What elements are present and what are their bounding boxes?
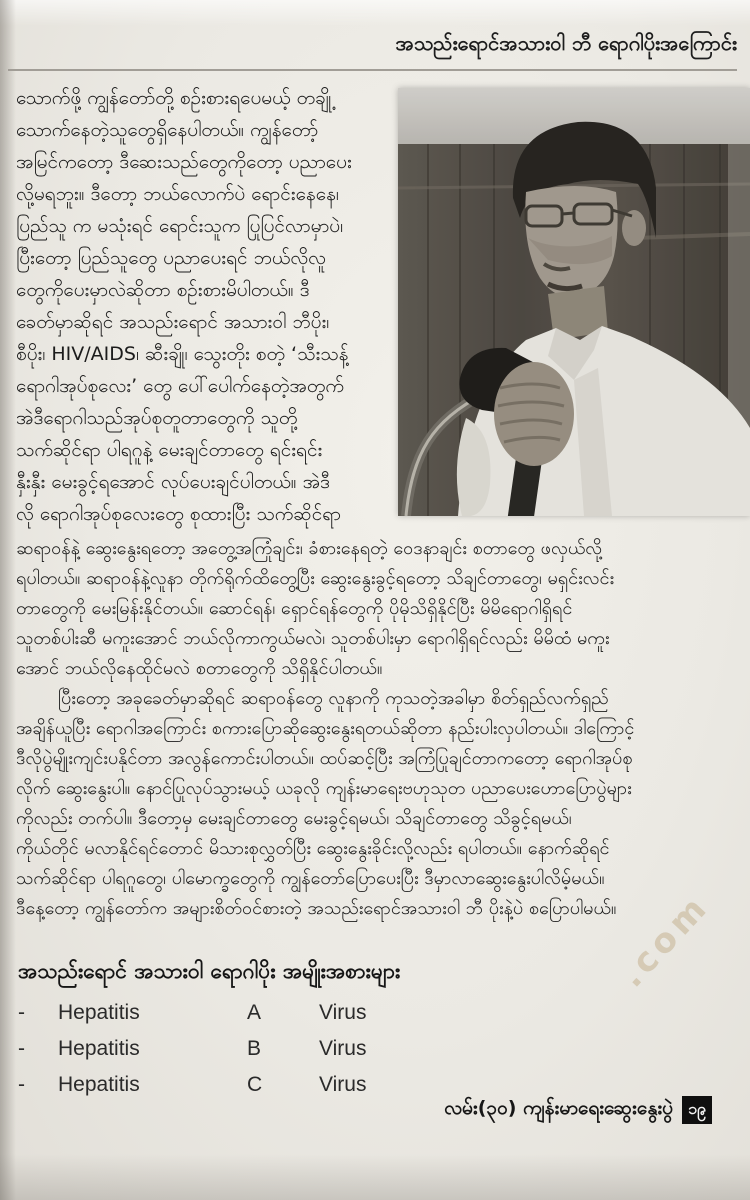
body-line: တွေကိုပေးမှာလဲဆိုတာ စဉ်းစားမိပါတယ်။ ဒီ	[16, 279, 310, 301]
page-header	[8, 30, 737, 71]
body-line: လိုက် ဆွေးနွေးပါ။ နောင်ပြုလုပ်သွားမယ့် ယခုလို ကျန်းမာရေးဗဟုသုတ ပညာပေးဟောပြောပွဲများ	[16, 778, 632, 799]
body-line: စီပိုး၊ HIV/AIDS၊ ဆီးချို၊ သွေးတိုး စတဲ့ ‘သီးသန့်	[16, 343, 349, 365]
chapter-title: အသည်းရောင်အသားဝါ ဘီ ရောဂါပိုးအကြောင်း	[395, 31, 737, 55]
hepatitis-type: B	[247, 1037, 262, 1060]
hepatitis-suffix: Virus	[319, 1073, 367, 1096]
diagonal-watermark: .com	[612, 886, 718, 996]
scan-edge-top	[0, 0, 750, 26]
body-line: ရောဂါအုပ်စုလေး’ တွေ ပေါ်ပေါက်နေတဲ့အတွက်	[16, 375, 344, 397]
hepatitis-suffix: Virus	[319, 1037, 367, 1060]
hepatitis-row	[0, 1070, 480, 1100]
footer-caption: လမ်း(၃၀) ကျန်းမာရေးဆွေးနွေးပွဲ	[444, 1097, 673, 1119]
body-line: ခေတ်မှာဆိုရင် အသည်းရောင် အသားဝါ ဘီပိုး၊	[16, 311, 330, 333]
scan-edge-bottom	[0, 1154, 750, 1200]
body-line: သူတစ်ပါးဆီ မကူးအောင် ဘယ်လိုကာကွယ်မလဲ၊ သူတစ်ပါးမှာ ရောဂါရှိရင်လည်း မိမိထံ မကူး	[16, 628, 610, 649]
hepatitis-row	[0, 1034, 480, 1064]
body-line: သက်ဆိုင်ရာ ပါရဂူနဲ့ မေးချင်တာတွေ ရင်းရင်း	[16, 439, 323, 461]
body-line: လို ရောဂါအုပ်စုလေးတွေ စုထားပြီး သက်ဆိုင်ရာ	[16, 503, 341, 525]
hepatitis-name: Hepatitis	[58, 1001, 140, 1024]
body-line: ပြည်သူ က မသုံးရင် ရောင်းသူက ပြုပြင်လာမှာပဲ၊	[16, 215, 344, 237]
body-line: နှီးနှီး မေးခွင့်ရအောင် လုပ်ပေးချင်ပါတယ်။ အဲဒီ	[16, 471, 330, 493]
body-line: ကိုယ်တိုင် မလာနိုင်ရင်တောင် မိသားစုလွှတ်ပြီး ဆွေးနွေးခိုင်းလို့လည်း ရပါတယ်။ နောက်ဆိုရင်	[16, 838, 610, 859]
body-line: အချိန်ယူပြီး ရောဂါအကြောင်း စကားပြောဆိုဆွေးနွေးရတယ်ဆိုတာ နည်းပါးလှပါတယ်။ ဒါကြောင့်	[16, 718, 635, 739]
hepatitis-row	[0, 998, 480, 1028]
body-line: ရပါတယ်။ ဆရာဝန်နဲ့လူနာ တိုက်ရိုက်ထိတွေ့ပြီး ဆွေးနွေးခွင့်ရတော့ သိချင်တာတွေ၊ မရှင်းလင်း	[16, 568, 615, 589]
body-line: တာတွေကို မေးမြန်းနိုင်တယ်။ ဆောင်ရန်၊ ရှောင်ရန်တွေကို ပိုမိုသိရှိနိုင်ပြီး မိမိရောဂါရှိရင်	[16, 598, 573, 619]
hepatitis-type: C	[247, 1073, 263, 1096]
body-line: ဒီနေ့တော့ ကျွန်တော်က အများစိတ်ဝင်စားတဲ့ အသည်းရောင်အသားဝါ ဘီ ပိုးနဲ့ပဲ စပြောပါမယ်။	[16, 898, 617, 919]
body-line: သောက်နေတဲ့သူတွေရှိနေပါတယ်။ ကျွန်တော့်	[16, 119, 319, 141]
hepatitis-type: A	[247, 1001, 262, 1024]
hepatitis-suffix: Virus	[319, 1001, 367, 1024]
body-line: ကိုလည်း တက်ပါ။ ဒီတော့မှ မေးချင်တာတွေ မေးခွင့်ရမယ်၊ သိချင်တာတွေ သိခွင့်ရမယ်၊	[16, 808, 572, 829]
section-heading-hepatitis-types: အသည်းရောင် အသားဝါ ရောဂါပိုး အမျိုးအစားများ	[18, 959, 401, 983]
hepatitis-name: Hepatitis	[58, 1073, 140, 1096]
body-line: ဒီလိုပွဲမျိုးကျင်းပနိုင်တာ အလွန်ကောင်းပါတယ်။ ထပ်ဆင့်ပြီး အကြံပြုချင်တာကတော့ ရောဂါအုပ်စု	[16, 748, 633, 769]
body-line: အဲဒီရောဂါသည်အုပ်စုတူတာတွေကို သူတို့	[16, 407, 298, 429]
body-line: အောင် ဘယ်လိုနေထိုင်မလဲ စတာတွေကို သိရှိနိုင်ပါတယ်။	[16, 658, 383, 679]
body-line: ပြီးတော့ အခုခေတ်မှာဆိုရင် ဆရာဝန်တွေ လူနာကို ကုသတဲ့အခါမှာ စိတ်ရှည်လက်ရှည်	[58, 688, 609, 709]
hepatitis-name: Hepatitis	[58, 1037, 140, 1060]
body-line: သက်ဆိုင်ရာ ပါရဂူတွေ၊ ပါမောက္ခတွေကို ကျွန်တော်ပြောပေးပြီး ဒီမှာလာဆွေးနွေးပါလိမ့်မယ်။	[16, 868, 605, 889]
body-line: အမြင်ကတော့ ဒီဆေးသည်တွေကိုတော့ ပညာပေး	[16, 151, 352, 173]
body-line: သောက်ဖို့ ကျွန်တော်တို့ စဉ်းစားရပေမယ့် တချို့	[16, 87, 332, 109]
body-line: ဆရာဝန်နဲ့ ဆွေးနွေးရတော့ အတွေ့အကြုံချင်း၊ ခံစားနေရတဲ့ ဝေဒနာချင်း စတာတွေ ဖလှယ်လို့	[16, 538, 603, 559]
body-line: ပြီးတော့ ပြည်သူတွေ ပညာပေးရင် ဘယ်လိုလူ	[16, 247, 326, 269]
list-dash: -	[18, 1001, 25, 1024]
page-number-badge: ၁၉	[682, 1096, 712, 1124]
photo-man-speaking	[398, 88, 750, 516]
list-dash: -	[18, 1073, 25, 1096]
photo-illustration	[398, 88, 750, 516]
list-dash: -	[18, 1037, 25, 1060]
body-line: လို့မရဘူး။ ဒီတော့ ဘယ်လောက်ပဲ ရောင်းနေနေ၊	[16, 183, 339, 205]
page-footer	[444, 1096, 712, 1124]
